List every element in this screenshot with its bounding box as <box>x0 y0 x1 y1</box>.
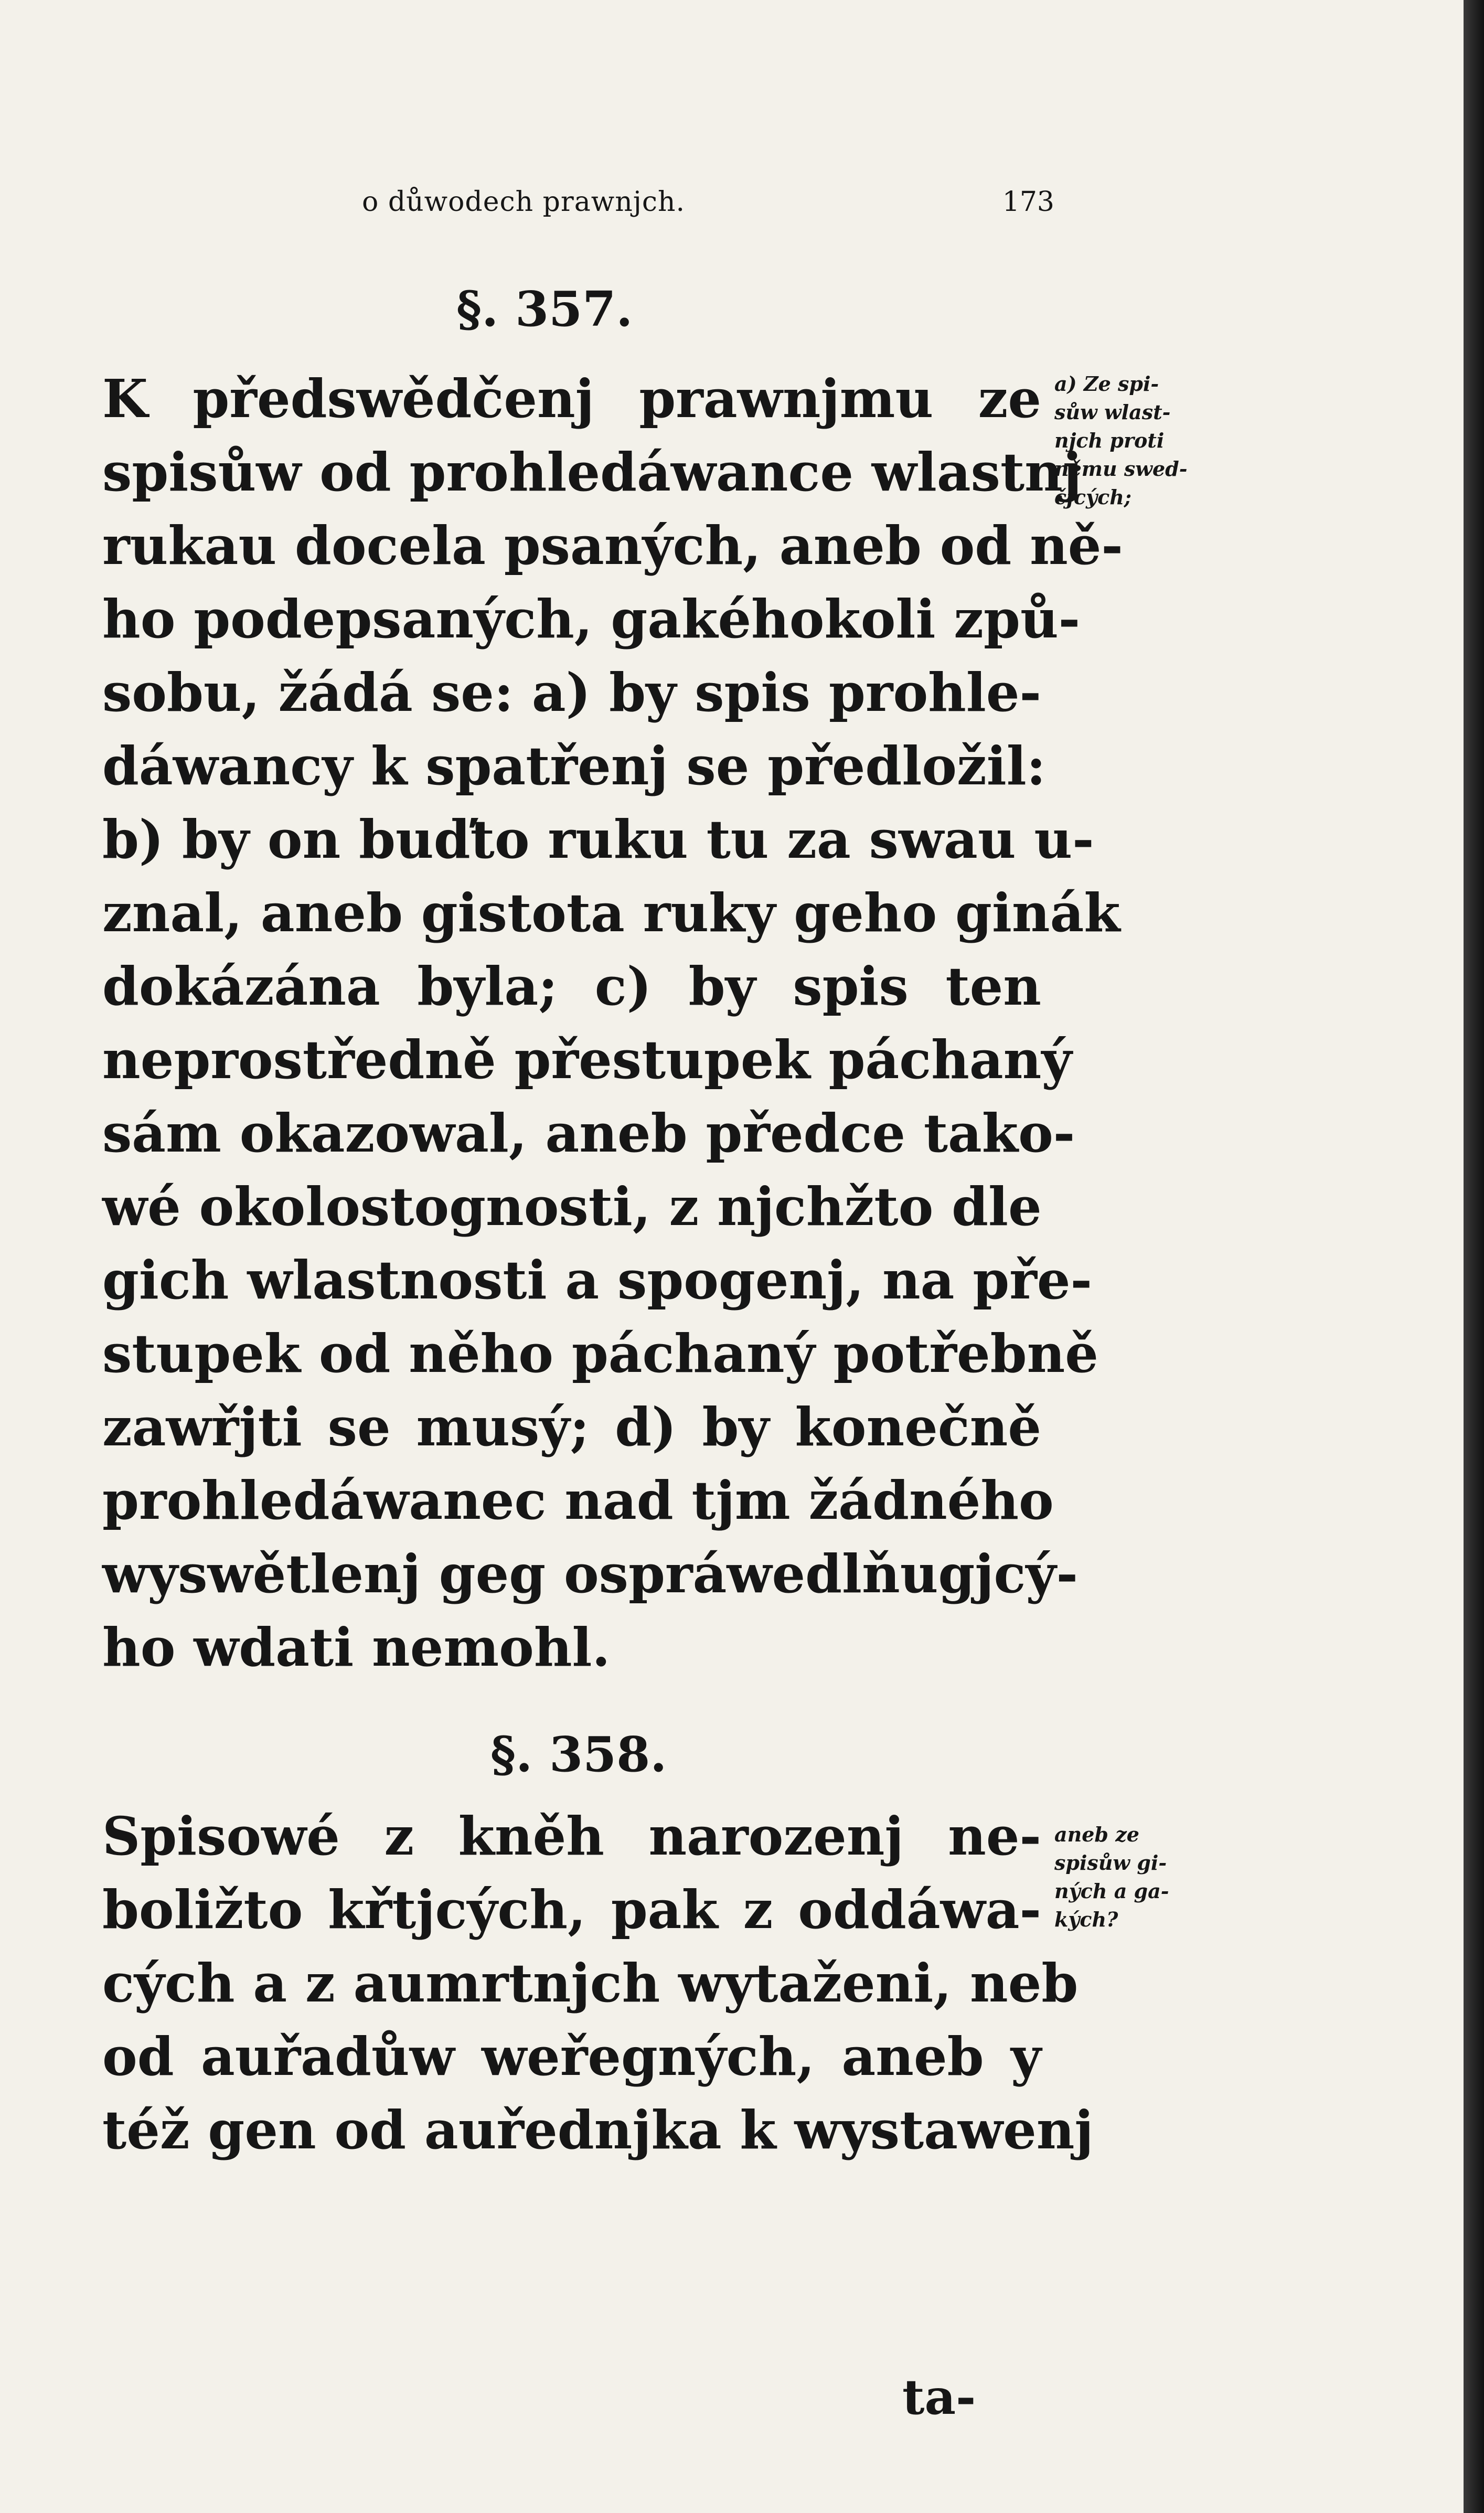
gloss-line: sůw wlast- <box>1054 400 1171 424</box>
text-line: sobu, žádá se: a) by spis prohle- <box>102 662 1041 723</box>
text-line: ho podepsaných, gakéhokoli způ- <box>102 588 1081 650</box>
section-357-heading: §. 357. <box>456 281 633 337</box>
text-line: b) by on buďto ruku tu za swau u- <box>102 808 1094 870</box>
section-358-heading: §. 358. <box>490 1726 667 1783</box>
gloss-line: njch proti <box>1054 429 1165 452</box>
gloss-line: němu swed- <box>1054 457 1188 481</box>
text-line: cých a z aumrtnjch wytaženi, neb <box>102 1952 1079 2014</box>
page-number: 173 <box>1002 186 1054 218</box>
gloss-line: ných a ga- <box>1054 1879 1169 1903</box>
gloss-line: aneb ze <box>1054 1823 1139 1846</box>
text-line: boližto křtjcých, pak z oddáwa- <box>102 1879 1041 1941</box>
text-line: Spisowé z kněh narozenj ne- <box>102 1805 1041 1867</box>
page-header <box>362 186 1054 233</box>
running-head: o důwodech prawnjch. <box>362 186 686 218</box>
text-line: spisůw od prohledáwance wlastnj <box>102 441 1082 503</box>
text-line: dáwancy k spatřenj se předložil: <box>102 735 1046 797</box>
gloss-line: spisůw gi- <box>1054 1851 1167 1875</box>
margin-gloss-357 <box>1054 370 1264 512</box>
text-line: ho wdati nemohl. <box>102 1616 611 1678</box>
text-line: dokázána byla; c) by spis ten <box>102 955 1041 1017</box>
text-line: K předswědčenj prawnjmu ze <box>102 368 1041 430</box>
book-gutter-edge <box>1464 0 1484 2513</box>
margin-gloss-358 <box>1054 1820 1264 1934</box>
gloss-line: kých? <box>1054 1908 1118 1931</box>
text-line: wyswětlenj geg ospráwedlňugjcý- <box>102 1543 1079 1605</box>
text-line: wé okolostognosti, z njchžto dle <box>102 1176 1042 1238</box>
text-line: zawřjti se musý; d) by konečně <box>102 1396 1041 1458</box>
text-line: gich wlastnosti a spogenj, na pře- <box>102 1249 1093 1311</box>
text-line: znal, aneb gistota ruky geho ginák <box>102 882 1120 944</box>
text-line: neprostředně přestupek páchaný <box>102 1029 1072 1091</box>
text-line: sám okazowal, aneb předce tako- <box>102 1102 1075 1164</box>
text-line: od auřadůw weřegných, aneb y <box>102 2026 1041 2088</box>
text-line: stupek od něho páchaný potřebně <box>102 1323 1098 1385</box>
text-line: prohledáwanec nad tjm žádného <box>102 1470 1054 1531</box>
text-line: též gen od auřednjka k wystawenj <box>102 2099 1094 2161</box>
gloss-line: a) Ze spi- <box>1054 372 1159 396</box>
text-line: rukau docela psaných, aneb od ně- <box>102 515 1123 577</box>
catchword: ta- <box>902 2369 976 2425</box>
gloss-line: čjcých; <box>1054 485 1131 509</box>
